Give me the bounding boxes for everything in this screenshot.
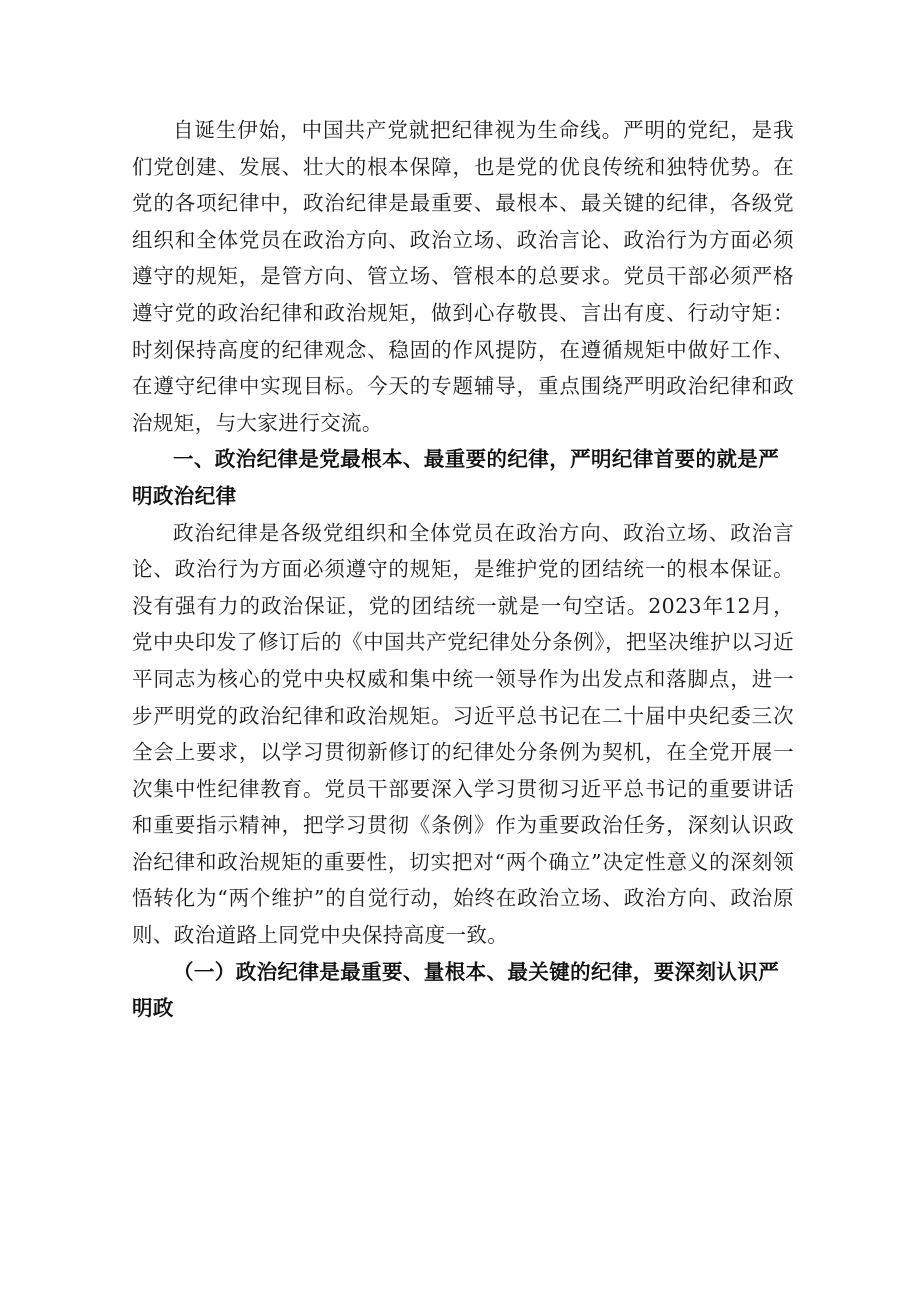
intro-paragraph: 自诞生伊始，中国共产党就把纪律视为生命线。严明的党纪，是我们党创建、发展、壮大的根本保障，也是党的优良传统和独特优势。在党的各项纪律中，政治纪律是最重要、最根本、最关键的纪律，各级党组织和全体党员在政治方向、政治立场、政治言论、政治行为方面必须遵守的规矩，是管方向、管立场、管根本的总要求。党员干部必须严格遵守党的政治纪律和政治规矩，做到心存敬畏、言出有度、行动守矩：时刻保持高度的纪律观念、稳固的作风提防，在遵循规矩中做好工作、在遵守纪律中实现目标。今天的专题辅导，重点围绕严明政治纪律和政治规矩，与大家进行交流。 xyxy=(132,118,794,435)
subsection-heading-1: （一）政治纪律是最重要、量根本、最关键的纪律，要深刻认识严明政 xyxy=(132,959,780,1021)
document-body xyxy=(132,112,794,1027)
section-heading-1: 一、政治纪律是党最根本、最重要的纪律，严明纪律首要的就是严明政治纪律 xyxy=(132,447,780,508)
section-paragraph-1: 政治纪律是各级党组织和全体党员在政治方向、政治立场、政治言论、政治行为方面必须遵守的规矩，是维护党的团结统一的根本保证。没有强有力的政治保证，党的团结统一就是一句空话。2023年12月，党中央印发了修订后的《中国共产党纪律处分条例》，把坚决维护以习近平同志为核心的党中央权威和集中统一领导作为出发点和落脚点，进一步严明党的政治纪律和政治规矩。习近平总书记在二十届中央纪委三次全会上要求，以学习贯彻新修订的纪律处分条例为契机，在全党开展一次集中性纪律教育。党员干部要深入学习贯彻习近平总书记的重要讲话和重要指示精神，把学习贯彻《条例》作为重要政治任务，深刻认识政治纪律和政治规矩的重要性，切实把对“两个确立”决定性意义的深刻领悟转化为“两个维护”的自觉行动，始终在政治立场、政治方向、政治原则、政治道路上同党中央保持高度一致。 xyxy=(132,520,794,948)
